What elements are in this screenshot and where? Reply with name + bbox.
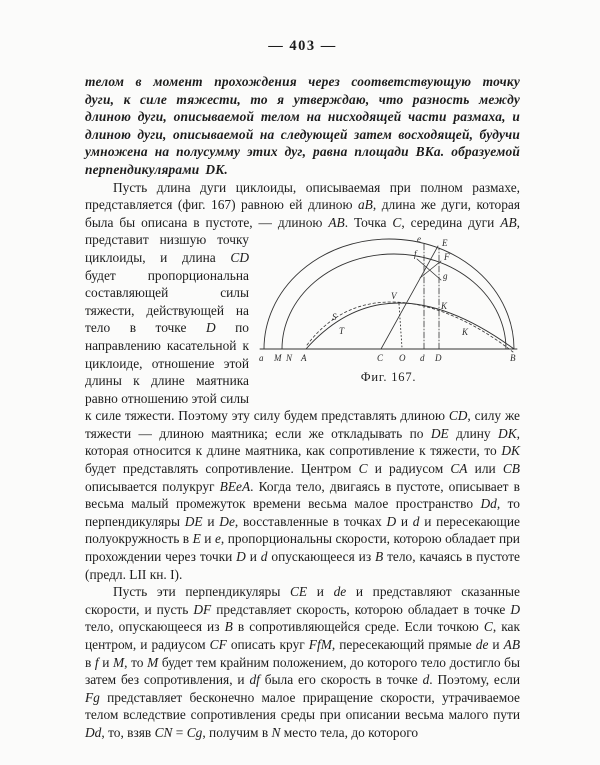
paragraph-2 [85, 179, 520, 584]
label-M: M [274, 353, 282, 364]
label-D: D [435, 353, 442, 364]
label-S: S [332, 312, 337, 323]
label-K-dashed: K [462, 327, 469, 338]
paragraph-2-lead: Пусть длина дуги циклоиды, описываемая при полном размахе, представляется (фиг. 167) равною ей длиною aB, длина же дуги, которая была бы описана в пустоте, — длиною AB. Точка C, середина дуги AB, [85, 179, 520, 230]
label-V: V [391, 291, 397, 302]
label-E: E [442, 238, 448, 249]
paragraph-2-continuation: представит низшую точку циклоиды, и длина CD будет пропорциональна составляющей силы тяжести, действующей на тело в точке D по направлению касательной к циклоиде, отношение этой длины к длине маятника равно отношению этой силы к силе тяжести. Поэтому эту силу будем представлять длиною CD, силу же тяжести — длиною маятника; если же откладывать по DE длину DK, которая относится к длине маятника, как сопротивление к тяжести, то DK будет представлять сопротивление. Центром C и радиусом CA или CB описывается полукруг BEeA. Когда тело, двигаясь в пустоте, описывает в весьма малый промежуток времени весьма малое пространство Dd, то перпендикуляры DE и De, восставленные в точках D и d и пересекающие полуокружность в E и e, пропорциональны скорости, которою обладает при прохождении через точки D и d опускающееся из B тело, качаясь в пустоте (предл. LII кн. I). [85, 232, 520, 582]
paragraph-3: Пусть эти перпендикуляры CE и de и представляют сказанные скорости, и пусть DF представляет скорость, которою обладает в точке D тело, опускающееся из B в сопротивляющейся среде. Если точкою C, как центром, и радиусом CF описать круг FfM, пересекающий прямые de и AB в f и M, то M будет тем крайним положением, до которого тело достигло бы затем без сопротивления, и df была его скорость в точке d. Поэтому, если Fg представляет бесконечно малое приращение скорости, утрачиваемое телом вследствие сопротивления среды при описании весьма малого пути Dd, то, взяв CN = Cg, получим в N место тела, до которого [85, 584, 520, 740]
label-O: O [399, 353, 406, 364]
inner-semicircle [282, 254, 506, 349]
label-a: a [259, 353, 264, 364]
figure-167-diagram [257, 234, 520, 366]
label-A: A [301, 353, 307, 364]
label-K-arc: K [441, 301, 448, 312]
theorem-statement-italic: телом в момент прохождения через соответствующую точку дуги, к силе тяжести, то я утверждаю, что разность между длиною дуги, описываемой телом на нисходящей части размаха, и длиною дуги, описываемой на следующей затем восходящей, будучи умножена на полусумму этих дуг, равна площади BKa. образуемой перпендикулярами DK. [85, 74, 520, 177]
cycloid-arc [306, 303, 514, 349]
figure-167 [257, 234, 520, 387]
page-number: — 403 — [268, 38, 337, 54]
dashed-arc [307, 302, 513, 352]
cross-segment-2 [420, 261, 441, 278]
slant-line-C [381, 246, 438, 349]
label-T: T [339, 326, 345, 337]
label-B: B [510, 353, 516, 364]
outer-semicircle [264, 239, 514, 349]
label-F: F [444, 252, 450, 263]
label-f: f [414, 249, 417, 260]
dotted-VO [399, 304, 402, 348]
label-N: N [286, 353, 293, 364]
label-g: g [443, 271, 448, 282]
label-d: d [420, 353, 425, 364]
label-e: e [417, 234, 421, 245]
label-C: C [377, 353, 384, 364]
figure-caption: Фиг. 167. [360, 370, 417, 385]
text-block [85, 73, 520, 742]
